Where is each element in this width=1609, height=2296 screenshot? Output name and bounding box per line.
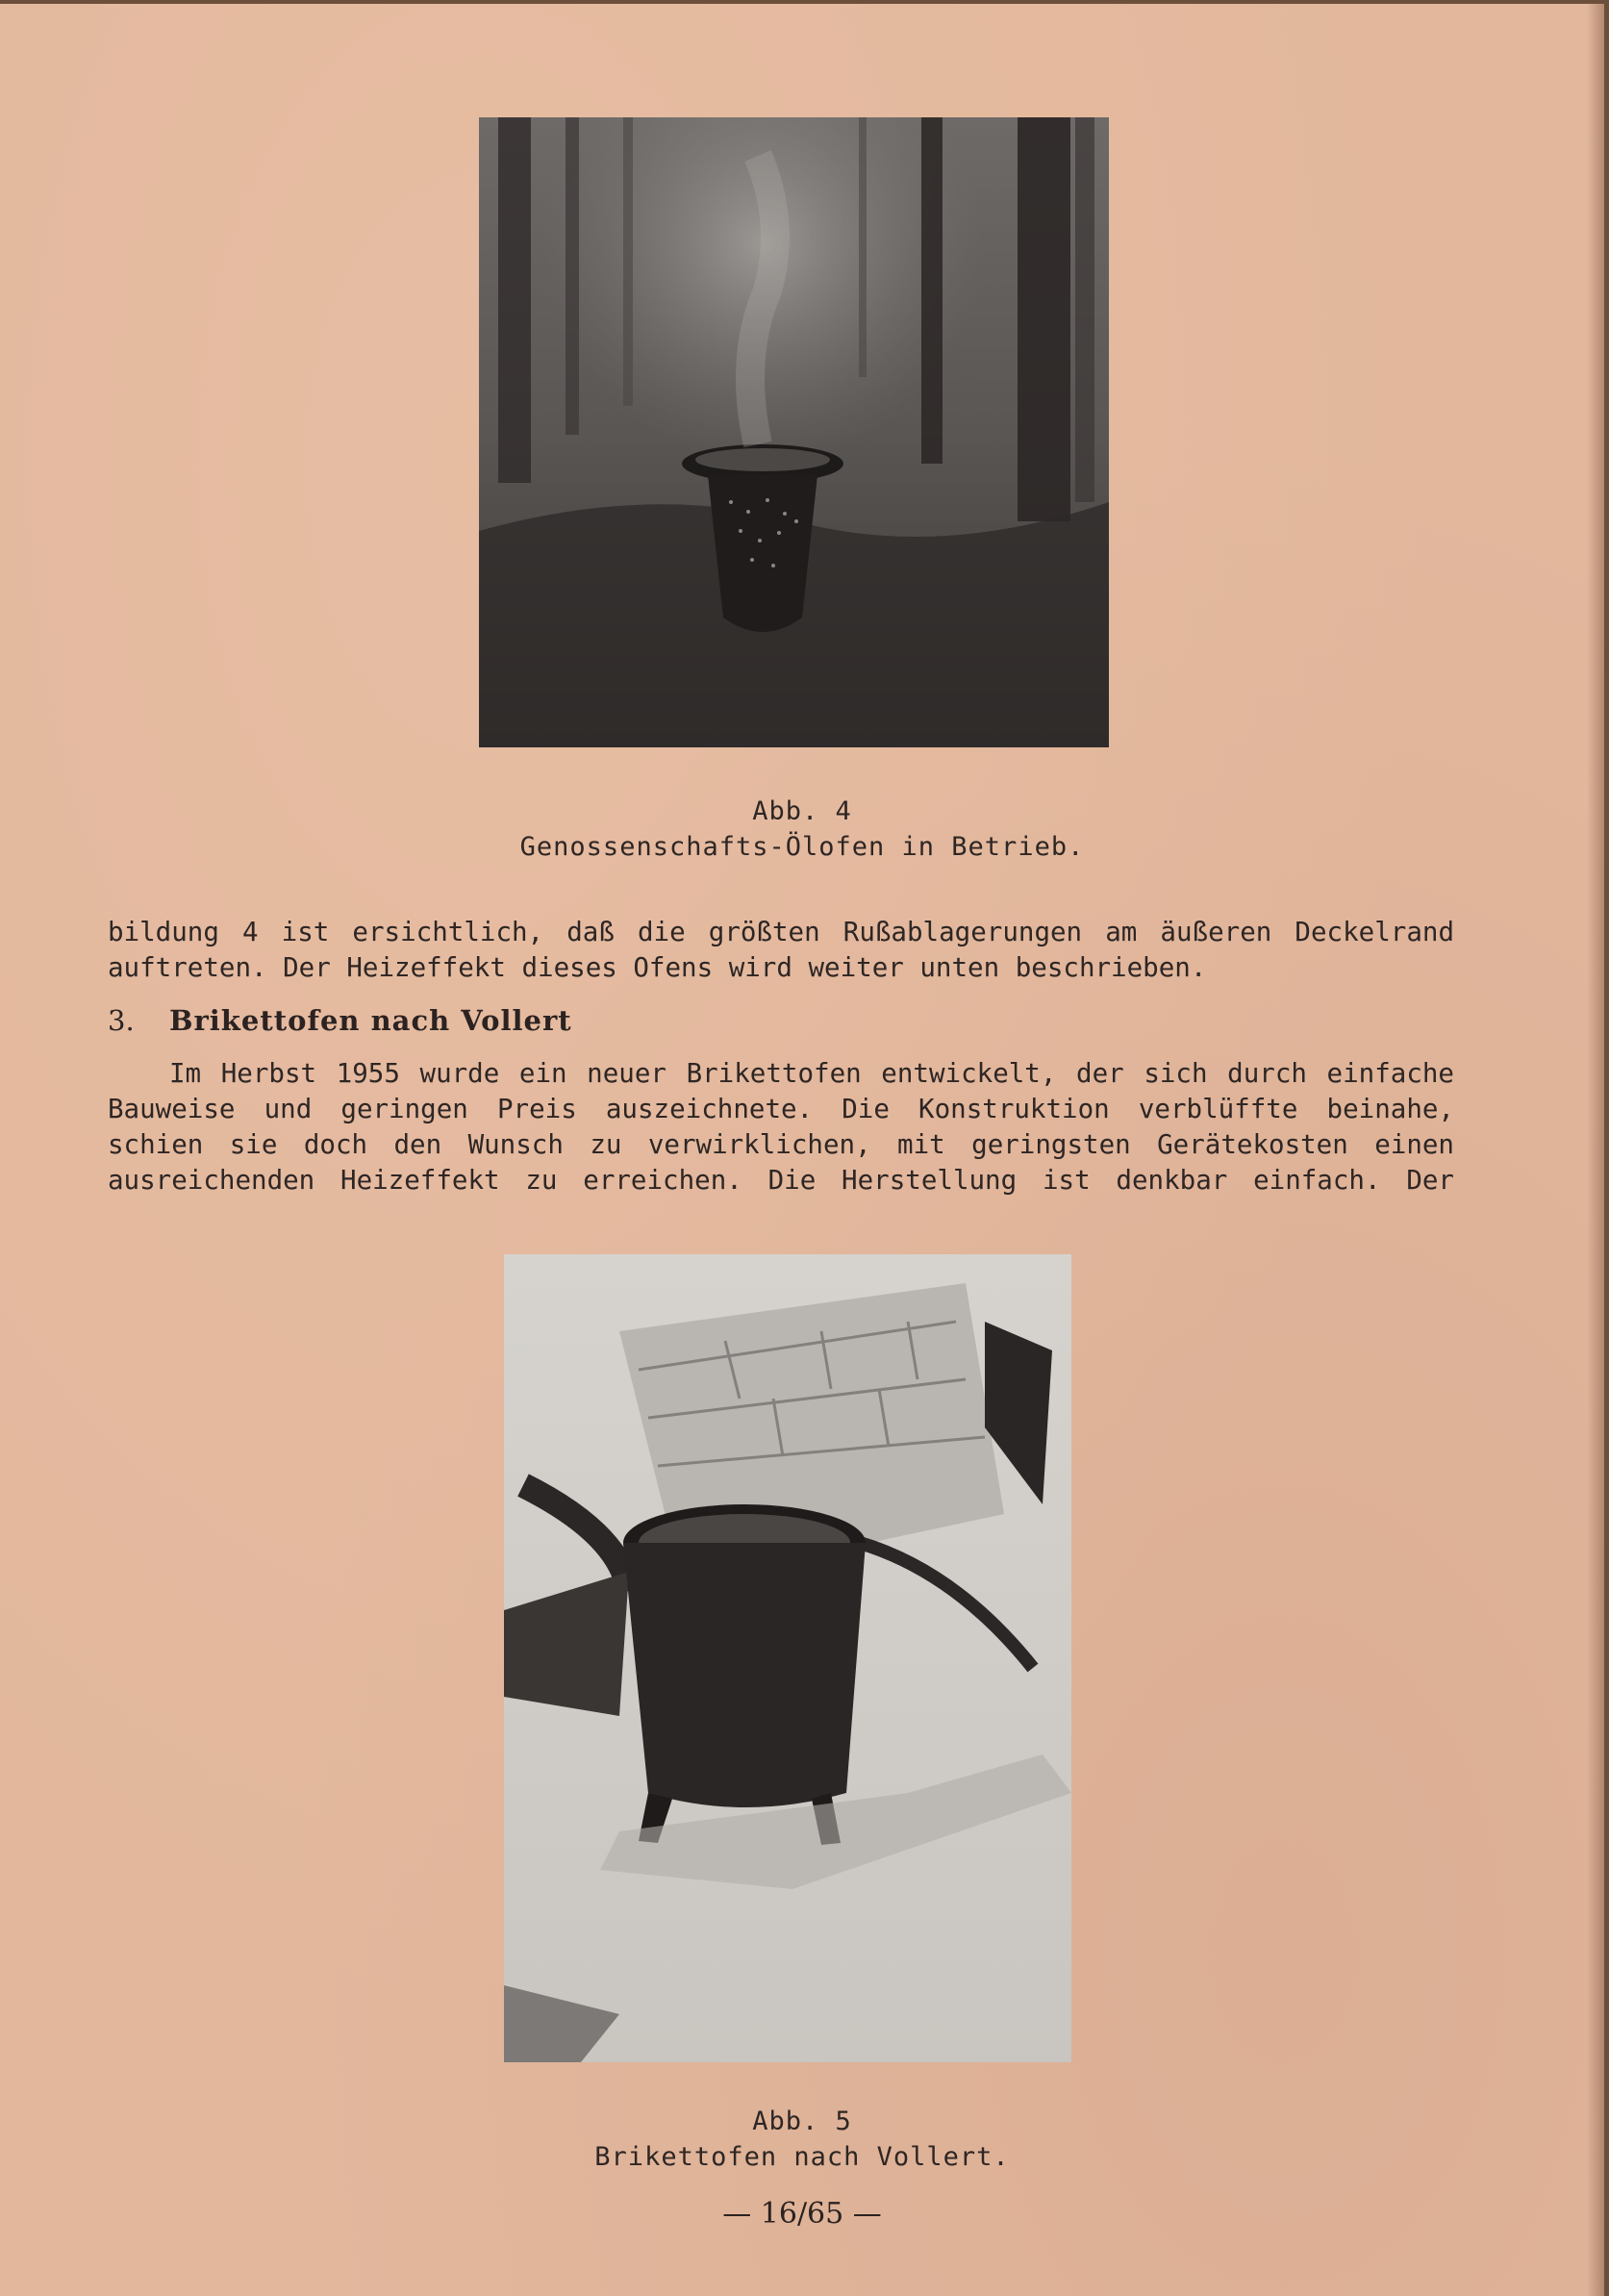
paragraph-1 [108,915,1454,986]
paragraph-2-line: Im Herbst 1955 wurde ein neuer Brikettofen entwickelt, der sich durch einfache [169,1058,1454,1089]
paragraph-2-line: schien sie doch den Wunsch zu verwirklichen, mit geringsten Gerätekosten einen [108,1129,1454,1160]
figure-4-caption: Genossenschafts-Ölofen in Betrieb. [519,832,1085,862]
paragraph-2-line: Bauweise und geringen Preis auszeichnete. Die Konstruktion verblüffte beinahe, [108,1094,1454,1124]
paragraph-1-line: bildung 4 ist ersichtlich, daß die größten Rußablagerungen am äußeren Deckelrand [108,917,1454,947]
figure-5-caption: Brikettofen nach Vollert. [594,2142,1010,2172]
document-page [0,4,1604,2296]
paragraph-2-line: ausreichenden Heizeffekt zu erreichen. Die Herstellung ist denkbar einfach. Der [108,1165,1454,1196]
paragraph-1-line: auftreten. Der Heizeffekt dieses Ofens wird weiter unten beschrieben. [108,952,1207,983]
page-edge-shadow [1587,4,1604,2296]
section-title: Brikettofen nach Vollert [169,1004,572,1037]
section-heading [108,1004,572,1037]
section-number: 3. [108,1004,135,1037]
page-number: — 16/65 — [722,2197,882,2231]
figure-5-label: Abb. 5 [752,2107,852,2136]
figure-4-photo [479,117,1109,747]
figure-4-label: Abb. 4 [752,796,852,826]
paragraph-2 [108,1056,1454,1198]
figure-5-photo [504,1254,1071,2062]
